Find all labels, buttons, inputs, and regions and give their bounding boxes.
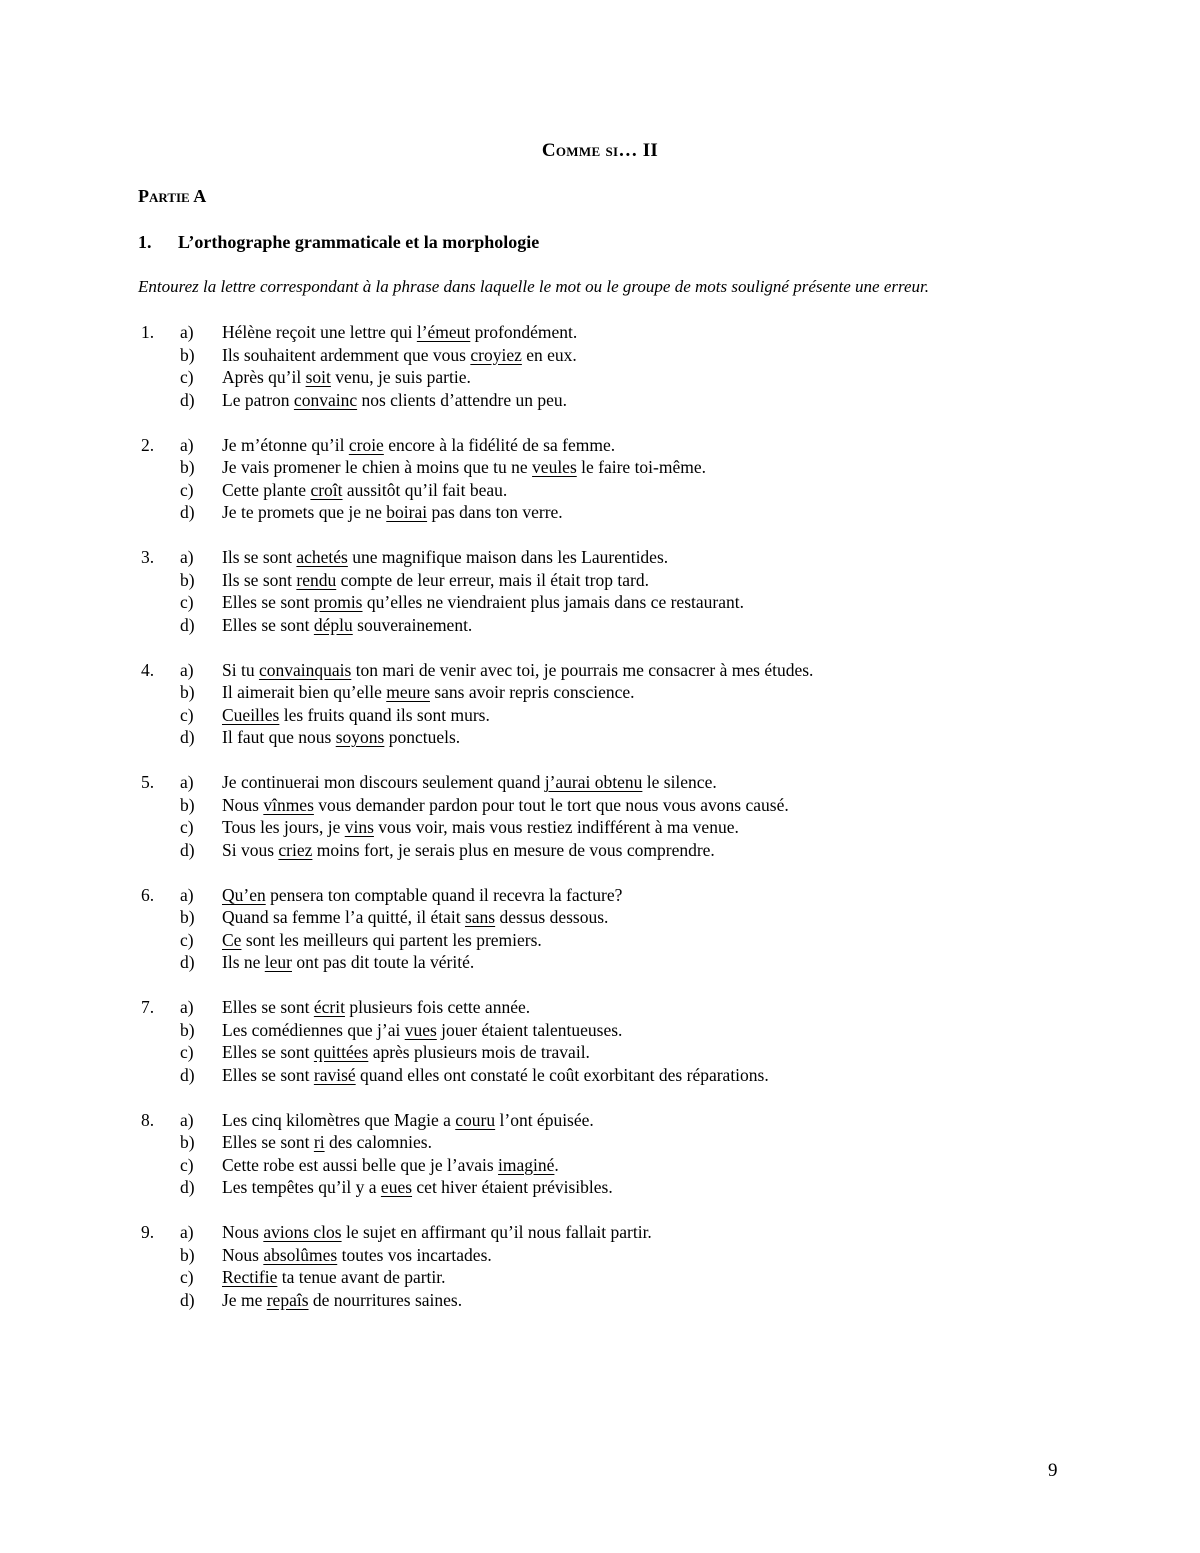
question-5 [138,771,1098,861]
underlined-word: avions clos [263,1222,342,1242]
question-7 [138,996,1098,1086]
option-line [138,591,1098,614]
underlined-word: écrit [313,997,345,1017]
option-sentence [222,591,744,614]
option-letter[interactable]: c) [180,704,194,725]
sentence-after: une magnifique maison dans les Laurentides. [347,547,669,567]
underlined-word: leur [264,952,292,972]
option-line [138,996,1098,1019]
question-8 [138,1109,1098,1199]
option-letter[interactable]: a) [180,1109,194,1130]
sentence-after: profondément. [470,322,578,342]
option-sentence [222,434,615,457]
option-letter[interactable]: d) [180,389,195,410]
option-line [138,546,1098,569]
sentence-after: compte de leur erreur, mais il était trop tard. [336,569,649,590]
option-letter[interactable]: b) [180,569,195,590]
option-line [138,366,1098,389]
underlined-word: Cueilles [222,704,280,725]
option-sentence [222,614,472,637]
underlined-word: vues [404,1019,437,1040]
option-letter[interactable]: b) [180,794,195,815]
sentence-after: cet hiver étaient prévisibles. [412,1177,613,1197]
option-line [138,501,1098,524]
option-line [138,614,1098,637]
question-list [138,321,1098,1334]
underlined-word: soyons [335,727,385,747]
option-letter[interactable]: c) [180,592,194,612]
question-number: 8. [141,1109,155,1130]
sentence-before: Hélène reçoit une lettre qui [222,322,417,342]
underlined-word: boirai [386,502,428,522]
underlined-word: j’aurai obtenu [544,772,643,792]
sentence-before: Après qu’il [222,367,306,387]
question-3 [138,546,1098,636]
sentence-after: dessus dessous. [495,907,609,927]
underlined-word: soit [305,367,331,387]
option-letter[interactable]: b) [180,1244,195,1265]
sentence-before: Nous [222,794,264,815]
option-letter[interactable]: d) [180,952,195,972]
option-sentence [222,1064,769,1087]
option-letter[interactable]: a) [180,659,194,680]
underlined-word: vins [344,817,374,837]
sentence-before: Je me [222,1289,267,1310]
underlined-word: meure [386,682,430,702]
question-9 [138,1221,1098,1311]
option-line [138,771,1098,794]
option-sentence [222,726,460,749]
option-line [138,389,1098,412]
option-sentence [222,321,577,344]
question-6 [138,884,1098,974]
sentence-after: de nourritures saines. [308,1289,463,1310]
sentence-after: plusieurs fois cette année. [344,997,531,1017]
sentence-after: quand elles ont constaté le coût exorbitant des réparations. [355,1064,769,1085]
question-number: 6. [141,884,155,905]
option-line [138,1109,1098,1132]
underlined-word: quittées [313,1042,369,1062]
option-line [138,1289,1098,1312]
sentence-after: sont les meilleurs qui partent les premiers. [241,929,542,950]
option-letter[interactable]: b) [180,457,195,477]
sentence-after: ton mari de venir avec toi, je pourrais me consacrer à mes études. [351,659,814,680]
option-sentence [222,906,608,929]
question-number: 4. [141,659,155,680]
option-line [138,1154,1098,1177]
option-sentence [222,1019,622,1042]
underlined-word: Rectifie [222,1267,278,1287]
option-sentence [222,816,739,839]
option-letter[interactable]: b) [180,907,195,927]
section-title: L’orthographe grammaticale et la morphologie [178,232,540,252]
option-sentence [222,1289,462,1312]
sentence-before: Les cinq kilomètres que Magie a [222,1109,456,1130]
sentence-before: Les comédiennes que j’ai [222,1019,405,1040]
sentence-before: Il faut que nous [222,727,336,747]
option-letter[interactable]: a) [180,884,194,905]
option-line [138,681,1098,704]
option-letter[interactable]: a) [180,322,194,342]
underlined-word: sans [464,907,496,927]
underlined-word: criez [278,839,313,860]
option-line [138,1221,1098,1244]
sentence-before: Tous les jours, je [222,817,345,837]
option-sentence [222,704,490,727]
option-sentence [222,1176,613,1199]
question-number: 5. [141,772,155,792]
underlined-word: eues [380,1177,413,1197]
option-letter[interactable]: d) [180,502,195,522]
sentence-before: Quand sa femme l’a quitté, il était [222,907,465,927]
option-letter[interactable]: b) [180,682,195,702]
sentence-after: aussitôt qu’il fait beau. [342,479,508,500]
option-sentence [222,501,563,524]
page-title: Comme si… II [541,140,659,161]
underlined-word: convainquais [258,659,352,680]
option-line [138,456,1098,479]
underlined-word: couru [455,1109,496,1130]
sentence-after: jouer étaient talentueuses. [436,1019,623,1040]
option-sentence [222,839,715,862]
sentence-after: moins fort, je serais plus en mesure de vous comprendre. [312,839,715,860]
question-1 [138,321,1098,411]
underlined-word: imaginé [498,1154,555,1175]
underlined-word: croît [310,479,343,500]
underlined-word: convainc [293,389,358,410]
option-line [138,816,1098,839]
sentence-after: le faire toi-même. [576,457,707,477]
option-letter[interactable]: a) [180,997,194,1017]
option-line [138,344,1098,367]
sentence-after: le silence. [642,772,717,792]
underlined-word: croie [348,434,384,455]
sentence-after: l’ont épuisée. [495,1109,594,1130]
question-number: 3. [141,547,155,567]
option-line [138,434,1098,457]
option-letter[interactable]: d) [180,1177,195,1197]
option-letter[interactable]: a) [180,1222,194,1242]
sentence-after: en eux. [521,344,577,365]
option-line [138,951,1098,974]
option-line [138,794,1098,817]
question-number: 7. [141,997,155,1017]
option-letter[interactable]: d) [180,727,195,747]
sentence-after: sans avoir repris conscience. [429,682,635,702]
option-sentence [222,456,706,479]
underlined-word: absolûmes [263,1244,338,1265]
option-line [138,704,1098,727]
sentence-before: Je m’étonne qu’il [222,434,349,455]
option-line [138,1041,1098,1064]
sentence-before: Je te promets que je ne [222,502,387,522]
option-letter[interactable]: b) [180,1019,195,1040]
option-line [138,1244,1098,1267]
underlined-word: repaîs [266,1289,309,1310]
question-number: 9. [141,1222,155,1242]
sentence-before: Les tempêtes qu’il y a [222,1177,381,1197]
sentence-after: ta tenue avant de partir. [277,1267,446,1287]
option-sentence [222,996,530,1019]
sentence-before: Ils se sont [222,547,297,567]
option-line [138,1131,1098,1154]
option-sentence [222,479,507,502]
option-letter[interactable]: d) [180,1289,195,1310]
underlined-word: Ce [222,929,242,950]
sentence-after: pensera ton comptable quand il recevra la facture? [265,884,623,905]
sentence-before: Elles se sont [222,1064,314,1085]
sentence-after: . [554,1154,559,1175]
option-sentence [222,546,668,569]
sentence-after: encore à la fidélité de sa femme. [383,434,616,455]
option-line [138,1064,1098,1087]
option-letter[interactable]: d) [180,1064,195,1085]
option-sentence [222,1109,594,1132]
sentence-before: Elles se sont [222,592,314,612]
option-letter[interactable]: c) [180,479,194,500]
option-line [138,321,1098,344]
option-sentence [222,1221,652,1244]
option-line [138,569,1098,592]
sentence-before: Ils souhaitent ardemment que vous [222,344,471,365]
sentence-after: souverainement. [352,614,473,635]
option-sentence [222,1154,559,1177]
section-heading [138,232,539,253]
underlined-word: vînmes [263,794,314,815]
option-letter[interactable]: a) [180,434,194,455]
underlined-word: veules [532,457,577,477]
sentence-after: qu’elles ne viendraient plus jamais dans ce restaurant. [362,592,744,612]
instructions: Entourez la lettre correspondant à la phrase dans laquelle le mot ou le groupe de mots souligné présente une erreur. [138,277,930,296]
sentence-after: nos clients d’attendre un peu. [357,389,568,410]
option-line [138,1266,1098,1289]
option-letter[interactable]: c) [180,929,194,950]
option-letter[interactable]: c) [180,1042,194,1062]
sentence-before: Elles se sont [222,1132,314,1152]
option-letter[interactable]: d) [180,614,195,635]
option-sentence [222,1266,446,1289]
sentence-before: Cette robe est aussi belle que je l’avais [222,1154,499,1175]
option-letter[interactable]: c) [180,1154,194,1175]
option-line [138,659,1098,682]
option-sentence [222,681,635,704]
option-letter[interactable]: c) [180,1267,194,1287]
underlined-word: rendu [296,569,337,590]
underlined-word: croyiez [470,344,522,365]
sentence-after: venu, je suis partie. [330,367,471,387]
sentence-after: vous demander pardon pour tout le tort que nous vous avons causé. [313,794,789,815]
option-sentence [222,569,649,592]
option-line [138,726,1098,749]
sentence-before: Nous [222,1244,264,1265]
underlined-word: achetés [296,547,348,567]
option-sentence [222,884,622,907]
question-4 [138,659,1098,749]
sentence-after: ponctuels. [384,727,461,747]
option-letter[interactable]: b) [180,1132,195,1152]
sentence-before: Elles se sont [222,997,314,1017]
option-sentence [222,794,789,817]
question-number: 2. [141,434,155,455]
option-line [138,839,1098,862]
sentence-after: vous voir, mais vous restiez indifférent à ma venue. [373,817,739,837]
option-sentence [222,366,471,389]
option-letter[interactable]: b) [180,344,195,365]
underlined-word: ri [313,1132,325,1152]
option-letter[interactable]: c) [180,367,194,387]
option-sentence [222,929,542,952]
underlined-word: promis [313,592,363,612]
sentence-before: Il aimerait bien qu’elle [222,682,387,702]
option-line [138,884,1098,907]
sentence-after: toutes vos incartades. [337,1244,492,1265]
option-sentence [222,389,567,412]
sentence-after: pas dans ton verre. [427,502,563,522]
part-heading: Partie A [138,186,207,206]
option-letter[interactable]: d) [180,839,195,860]
underlined-word: déplu [313,614,353,635]
section-number: 1. [138,232,152,252]
option-letter[interactable]: c) [180,817,194,837]
sentence-before: Nous [222,1222,264,1242]
underlined-word: Qu’en [222,884,266,905]
option-line [138,1176,1098,1199]
question-2 [138,434,1098,524]
option-letter[interactable]: a) [180,547,194,567]
sentence-before: Je continuerai mon discours seulement quand [222,772,545,792]
sentence-before: Elles se sont [222,1042,314,1062]
option-sentence [222,951,474,974]
option-sentence [222,659,813,682]
question-number: 1. [141,322,155,342]
sentence-before: Ils ne [222,952,265,972]
option-sentence [222,1041,590,1064]
sentence-after: après plusieurs mois de travail. [368,1042,590,1062]
sentence-after: ont pas dit toute la vérité. [292,952,475,972]
sentence-before: Cette plante [222,479,311,500]
option-sentence [222,344,577,367]
sentence-before: Je vais promener le chien à moins que tu ne [222,457,533,477]
sentence-before: Ils se sont [222,569,297,590]
option-line [138,1019,1098,1042]
underlined-word: l’émeut [416,322,471,342]
option-letter[interactable]: a) [180,772,194,792]
option-sentence [222,771,717,794]
sentence-before: Si tu [222,659,259,680]
sentence-before: Elles se sont [222,614,314,635]
option-line [138,479,1098,502]
option-sentence [222,1244,492,1267]
option-line [138,906,1098,929]
sentence-before: Le patron [222,389,294,410]
underlined-word: ravisé [313,1064,356,1085]
sentence-after: le sujet en affirmant qu’il nous fallait partir. [341,1222,652,1242]
sentence-before: Si vous [222,839,279,860]
sentence-after: des calomnies. [324,1132,432,1152]
option-line [138,929,1098,952]
page-number: 9 [1048,1460,1058,1481]
option-sentence [222,1131,432,1154]
sentence-after: les fruits quand ils sont murs. [279,704,490,725]
